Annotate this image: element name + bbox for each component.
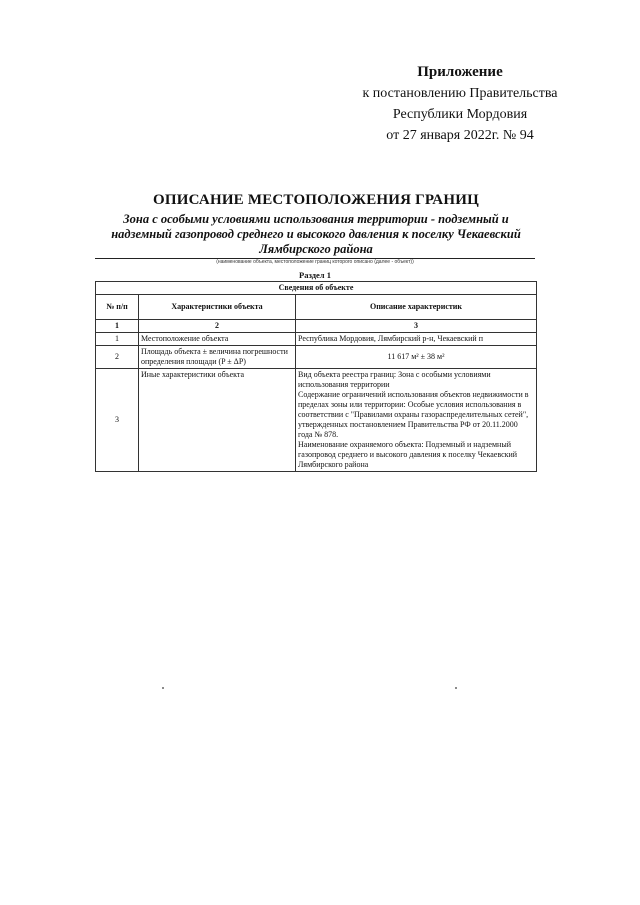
object-info-table: [95, 281, 537, 472]
table-row: [96, 346, 537, 369]
appendix-block: [350, 62, 570, 146]
description-line: Наименование охраняемого объекта: Подземный и надземный газопровод среднего и высокого давления к поселку Чекаевский Лямбирского района: [298, 440, 518, 469]
appendix-line-1: к постановлению Правительства: [362, 86, 558, 101]
appendix-line-2: Республики Мордовия: [392, 107, 528, 122]
row-num: 1: [96, 333, 139, 346]
section-label: Раздел 1: [299, 270, 331, 280]
table-caption: Сведения об объекте: [96, 282, 537, 295]
description-line: Вид объекта реестра границ: Зона с особыми условиями использования территории: [298, 370, 491, 389]
row-description: Республика Мордовия, Лямбирский р-н, Чекаевский п: [296, 333, 537, 346]
table-row: [96, 333, 537, 346]
header-description: Описание характеристик: [296, 295, 537, 320]
table-row: [96, 369, 537, 472]
row-num: 2: [96, 346, 139, 369]
row-description: [296, 369, 537, 472]
title-block: [100, 192, 532, 257]
row-characteristic: Площадь объекта ± величина погрешности определения площади (P ± ΔP): [139, 346, 296, 369]
row-characteristic: Иные характеристики объекта: [139, 369, 296, 472]
row-description: 11 617 м² ± 38 м²: [296, 346, 537, 369]
description-line: Содержание ограничений использования объектов недвижимости в пределах зоны или территории: Особые условия использования в соответствии с "Правилами охраны газораспределительных сетей", утвержденных постановлением Правительства РФ от 20.11.2000 года № 878.: [298, 390, 529, 439]
column-number-1: 1: [96, 320, 139, 333]
scan-speck: [455, 687, 457, 689]
document-title: ОПИСАНИЕ МЕСТОПОЛОЖЕНИЯ ГРАНИЦ: [153, 192, 479, 208]
column-number-3: 3: [296, 320, 537, 333]
object-name-hint: (наименование объекта, местоположение границ которого описано (далее - объект)): [216, 259, 414, 265]
column-number-2: 2: [139, 320, 296, 333]
row-num: 3: [96, 369, 139, 472]
header-num: № п/п: [96, 295, 139, 320]
row-characteristic: Местоположение объекта: [139, 333, 296, 346]
scan-speck: [162, 687, 164, 689]
appendix-heading: Приложение: [417, 64, 503, 80]
object-name: Зона с особыми условиями использования территории - подземный и надземный газопровод среднего и высокого давления к поселку Чекаевский Лямбирского района: [111, 212, 521, 256]
appendix-date-line: от 27 января 2022г. № 94: [386, 128, 534, 143]
header-characteristic: Характеристики объекта: [139, 295, 296, 320]
